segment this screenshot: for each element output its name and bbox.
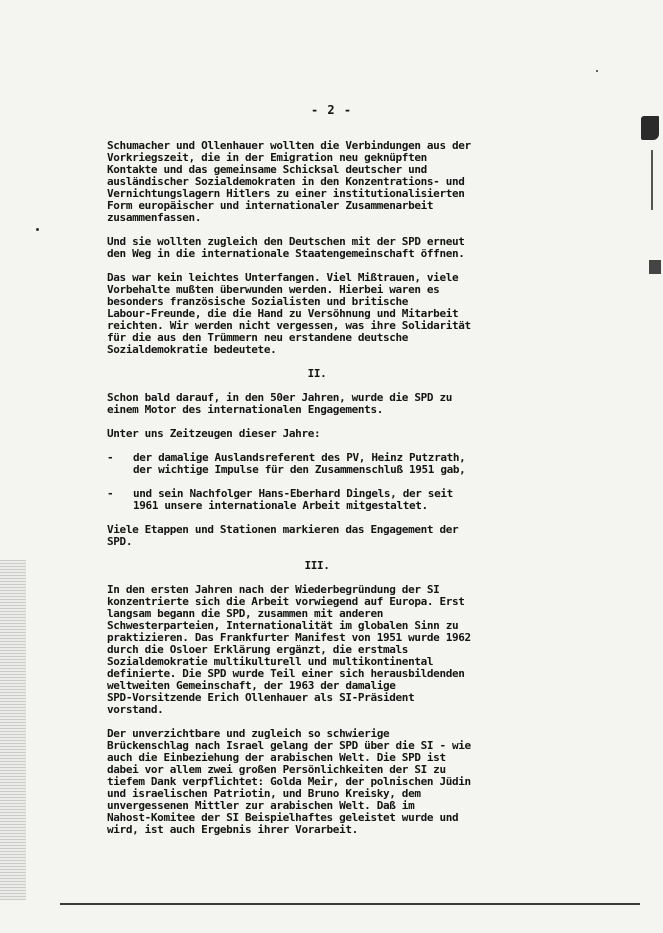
paragraph <box>107 584 527 716</box>
text-line: Schwesterparteien, Internationalität im globalen Sinn zu <box>107 619 459 632</box>
text-line: Vorbehalte mußten überwunden werden. Hierbei waren es <box>107 283 440 296</box>
paragraph <box>107 236 527 260</box>
paragraph <box>107 140 527 224</box>
text-line: der damalige Auslandsreferent des PV, Heinz Putzrath, <box>133 451 466 464</box>
text-line: Der unverzichtbare und zugleich so schwierige <box>107 727 390 740</box>
text-line: langsam begann die SPD, zusammen mit anderen <box>107 607 383 620</box>
text-line: Vorkriegszeit, die in der Emigration neu geknüpften <box>107 151 427 164</box>
scan-edge-artifact <box>0 560 26 900</box>
text-line: Sozialdemokratie multikulturell und multikontinental <box>107 655 434 668</box>
text-line: zusammenfassen. <box>107 211 202 224</box>
text-line: und israelischen Patriotin, und Bruno Kreisky, dem <box>107 787 421 800</box>
text-line: praktizieren. Das Frankfurter Manifest von 1951 wurde 1962 <box>107 631 471 644</box>
text-line: ausländischer Sozialdemokraten in den Konzentrations- und <box>107 175 465 188</box>
text-line: auch die Einbeziehung der arabischen Welt. Die SPD ist <box>107 751 446 764</box>
text-line: 1961 unsere internationale Arbeit mitgestaltet. <box>133 499 428 512</box>
paragraph <box>107 392 527 416</box>
paragraph <box>107 428 527 440</box>
text-line: wird, ist auch Ergebnis ihrer Vorarbeit. <box>107 823 358 836</box>
text-line: besonders französische Sozialisten und britische <box>107 295 409 308</box>
text-line: Unter uns Zeitzeugen dieser Jahre: <box>107 427 321 440</box>
text-line: tiefem Dank verpflichtet: Golda Meir, der polnischen Jüdin <box>107 775 471 788</box>
text-line: weltweiten Gemeinschaft, der 1963 der damalige <box>107 679 396 692</box>
text-line: dabei vor allem zwei großen Persönlichkeiten der SI zu <box>107 763 446 776</box>
page-number: - 2 - <box>310 103 353 117</box>
bullet-item <box>107 488 527 512</box>
text-line: Viele Etappen und Stationen markieren das Engagement der <box>107 523 459 536</box>
section-heading: II. <box>307 367 327 380</box>
text-line: unvergessenen Mittler zur arabischen Welt. Daß im <box>107 799 415 812</box>
text-line: Schumacher und Ollenhauer wollten die Verbindungen aus der <box>107 139 471 152</box>
scan-margin-marks <box>639 110 663 310</box>
text-line: SPD-Vorsitzende Erich Ollenhauer als SI-Präsident <box>107 691 415 704</box>
text-line: den Weg in die internationale Staatengemeinschaft öffnen. <box>107 247 465 260</box>
text-line: In den ersten Jahren nach der Wiederbegründung der SI <box>107 583 440 596</box>
text-line: der wichtige Impulse für den Zusammenschluß 1951 gab, <box>133 463 466 476</box>
text-line: Nahost-Komitee der SI Beispielhaftes geleistet wurde und <box>107 811 459 824</box>
text-line: Schon bald darauf, in den 50er Jahren, wurde die SPD zu <box>107 391 452 404</box>
text-line: Vernichtungslagern Hitlers zu einer institutionalisierten <box>107 187 465 200</box>
scan-speck <box>596 70 598 72</box>
bullet-dash: - <box>107 487 114 500</box>
text-line: Kontakte und das gemeinsame Schicksal deutscher und <box>107 163 427 176</box>
scan-bottom-rule <box>60 903 640 905</box>
text-line: Und sie wollten zugleich den Deutschen mit der SPD erneut <box>107 235 465 248</box>
bullet-dash: - <box>107 451 114 464</box>
text-line: konzentrierte sich die Arbeit vorwiegend auf Europa. Erst <box>107 595 465 608</box>
text-line: Sozialdemokratie bedeutete. <box>107 343 277 356</box>
text-line: reichten. Wir werden nicht vergessen, was ihre Solidarität <box>107 319 471 332</box>
document-body <box>107 140 527 836</box>
text-line: Labour-Freunde, die die Hand zu Versöhnung und Mitarbeit <box>107 307 459 320</box>
text-line: Brückenschlag nach Israel gelang der SPD über die SI - wie <box>107 739 471 752</box>
paragraph <box>107 272 527 356</box>
scan-speck <box>36 228 39 231</box>
text-line: Das war kein leichtes Unterfangen. Viel Mißtrauen, viele <box>107 271 459 284</box>
text-line: für die aus den Trümmern neu erstandene deutsche <box>107 331 409 344</box>
paragraph <box>107 728 527 836</box>
bullet-item <box>107 452 527 476</box>
text-line: definierte. Die SPD wurde Teil einer sich herausbildenden <box>107 667 465 680</box>
text-line: und sein Nachfolger Hans-Eberhard Dingels, der seit <box>133 487 453 500</box>
text-line: vorstand. <box>107 703 164 716</box>
paragraph <box>107 524 527 548</box>
text-line: einem Motor des internationalen Engagements. <box>107 403 383 416</box>
text-line: durch die Osloer Erklärung ergänzt, die erstmals <box>107 643 409 656</box>
text-line: SPD. <box>107 535 133 548</box>
text-line: Form europäischer und internationaler Zusammenarbeit <box>107 199 434 212</box>
section-heading: III. <box>304 559 330 572</box>
